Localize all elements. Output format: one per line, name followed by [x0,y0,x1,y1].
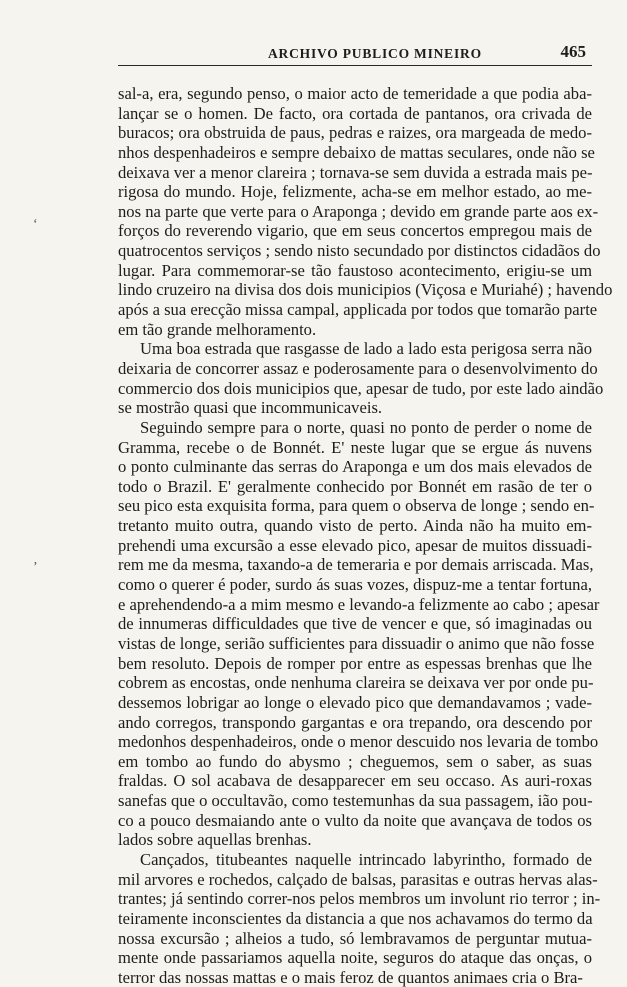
text-line: lugar. Para commemorar-se tão faustoso acontecimento, erigiu-se um [118,260,592,280]
text-line: lançar se o homen. De facto, ora cortada de pantanos, ora crivada de [118,103,592,123]
text-line: teiramente inconscientes da distancia a que nos achavamos do termo da [118,908,593,928]
text-line: em tombo ao fundo do abysmo ; cheguemos, sem o saber, as suas [118,751,592,771]
text-line: nossa excursão ; alheios a tudo, só lembravamos de perguntar mutua- [118,928,592,948]
text-line: deixava ver a menor clareira ; tornava-se sem duvida a estrada mais pe- [118,162,593,182]
text-line: bem resoluto. Depois de romper por entre as espessas brenhas que lhe [118,653,592,673]
text-line: todo o Brazil. E' geralmente conhecido por Bonnét em rasão de ter o [118,476,592,496]
text-line: co a pouco desmaiando ante o vulto da noite que avançava de todos os [118,810,592,830]
text-line: Cançados, titubeantes naquelle intrincado labyrintho, formado de [140,849,592,869]
running-title: ARCHIVO PUBLICO MINEIRO [268,46,482,61]
text-line: e aprehendendo-a a mim mesmo e levando-a felizmente ao cabo ; apesar [118,594,600,614]
text-line: se mostrão quasi que incommunicaveis. [118,398,383,418]
text-line: tretanto muito outra, quando visto de perto. Ainda não ha muito em- [118,516,592,536]
text-line: mil arvores e rochedos, calçado de balsas, parasitas e outras hervas alas- [118,869,598,889]
text-line: commercio dos dois municipios que, apesar de tudo, por este lado aindão [118,378,604,398]
text-line: lindo cruzeiro na divisa dos dois municipios (Viçosa e Muriahé) ; havendo [118,280,613,300]
text-line: após a sua erecção missa campal, applicada por todos que tomarão parte [118,300,598,320]
text-line: como o querer é poder, surdo ás suas vozes, dispuz-me a tentar fortuna, [118,575,592,595]
text-line: rigosa do mundo. Hoje, felizmente, acha-se em melhor estado, ao me- [118,182,592,202]
text-line: Uma boa estrada que rasgasse de lado a lado esta perigosa serra não [140,339,592,359]
text-line: rem me da mesma, taxando-a de temeraria e por demais arriscada. Mas, [118,555,594,575]
text-line: quatrocentos serviços ; sendo nisto secundado por distinctos cidadãos do [118,241,601,261]
text-line: medonhos despenhadeiros, onde o menor descuido nos levaria de tombo [118,732,599,752]
margin-mark: ’ [33,560,38,575]
text-body [118,84,613,987]
text-line: de innumeras difficuldades que tive de vencer e que, só imaginadas ou [118,614,592,634]
text-line: o ponto culminante das serras do Araponga e um dos mais elevados de [118,457,592,477]
margin-mark: ‘ [33,217,38,232]
text-line: seu pico esta exquisita forma, para quem o observa de longe ; sendo en- [118,496,595,516]
text-line: trantes; já sentindo correr-nos pelos membros um involunt rio terror ; in- [118,889,601,909]
text-line: dessemos lobrigar ao longe o elevado pico que demandavamos ; vade- [118,692,592,712]
text-line: sal-a, era, segundo penso, o maior acto de temeridade a que podia aba- [118,84,592,103]
header-rule [118,65,592,66]
text-line: nhos despenhadeiros e sempre debaixo de mattas seculares, onde não se [118,142,595,162]
text-line: Gramma, recebe o de Bonnét. E' neste lugar que se ergue ás nuvens [118,437,592,457]
text-line: fraldas. O sol acabava de desapparecer em seu occaso. As auri-roxas [118,771,592,791]
text-line: deixaria de concorrer assaz e poderosamente para o desenvolvimento do [118,358,598,378]
text-line: sanefas que o occultavão, como testemunhas da sua passagem, ião pou- [118,791,593,811]
text-line: forços do reverendo vigario, que em seus concertos empregou mais de [118,221,592,241]
text-line: ando corregos, transpondo gargantas e ora trepando, ora descendo por [118,712,592,732]
text-line: nos na parte que verte para o Araponga ; devido em grande parte aos ex- [118,201,599,221]
page-header [118,42,592,62]
text-line: terror das nossas mattas e o mais feroz de quantos animaes cria o Bra- [118,967,583,987]
text-line: buracos; ora obstruida de paus, pedras e raizes, ora margeada de medo- [118,123,592,143]
text-line: cobrem as encostas, onde nenhuma clareira se deixava ver por onde pu- [118,673,594,693]
text-line: lados sobre aquellas brenhas. [118,830,312,850]
text-line: Seguindo sempre para o norte, quasi no ponto de perder o nome de [140,417,592,437]
text-line: vistas de longe, serião sufficientes para dissuadir o animo que não fosse [118,633,595,653]
text-line: em tão grande melhoramento. [118,319,317,339]
text-line: mente onde passariamos aquella noite, seguros do ataque das onças, o [118,948,592,968]
text-line: prehendi uma excursão a esse elevado pico, apesar de muitos dissuadi- [118,535,592,555]
page-number: 465 [560,42,586,61]
